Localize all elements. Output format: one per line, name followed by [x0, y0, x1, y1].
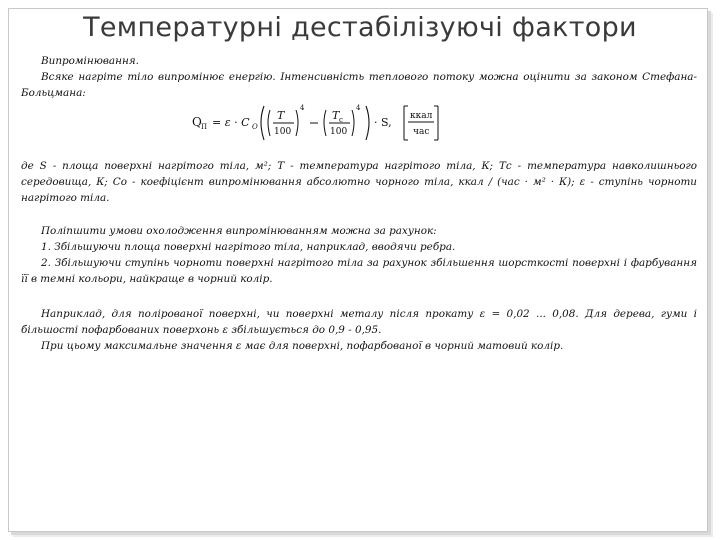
- formula-power-1: 4: [300, 104, 305, 112]
- formula-t2-num-sub: c: [339, 116, 343, 124]
- intro-paragraph: Всяке нагріте тіло випромінює енергію. Інтенсивність теплового потоку можна оцінити за законом Стефана-Больцмана:: [21, 71, 697, 99]
- formula-t2-num: T: [332, 109, 340, 122]
- example-line-2: При цьому максимальне значення ε має для поверхні, пофарбованої в чорний матовий колір.: [41, 340, 564, 352]
- formula-t1-num: T: [277, 109, 285, 122]
- radiation-section: [21, 53, 697, 101]
- formula-tail: · S,: [374, 116, 392, 129]
- slide-title: Температурні дестабілізуючі фактори: [83, 12, 637, 43]
- improve-item-2: 2. Збільшуючи ступінь чорноти поверхні нагрітого тіла за рахунок збільшення шорсткості поверхні і фарбування її в темні кольори, найкраще в чорний колір.: [21, 257, 697, 285]
- improve-intro: Поліпшити умови охолодження випромінюванням можна за рахунок:: [41, 225, 437, 237]
- formula-t2-den: 100: [330, 127, 348, 137]
- stefan-boltzmann-formula: [190, 98, 450, 148]
- formula-lhs-sub: П: [201, 123, 208, 131]
- definitions-paragraph: [21, 158, 697, 206]
- improve-item-1: 1. Збільшуючи площа поверхні нагрітого тіла, наприклад, вводячи ребра.: [41, 241, 456, 253]
- formula-lhs: Q: [192, 115, 202, 129]
- definitions-text: де S - площа поверхні нагрітого тіла, м²; Т - температура нагрітого тіла, К; Тс - температура навколишнього середовища, К; Со - коефіцієнт випромінювання абсолютно чорного тіла, ккал / (час · м² · К); ε - ступінь чорноти нагрітого тіла.: [21, 160, 697, 204]
- example-line-1: Наприклад, для полірованої поверхні, чи поверхні металу після прокату ε = 0,02 ... 0,08. Для дерева, гуми і більшості пофарбованих поверхонь ε збільшується до 0,9 - 0,95.: [21, 308, 697, 336]
- formula-c-sub: O: [252, 123, 258, 131]
- improvement-section: [21, 223, 697, 287]
- formula-t1-den: 100: [274, 127, 292, 137]
- formula-unit-den: час: [413, 127, 430, 137]
- formula-power-2: 4: [356, 104, 361, 112]
- example-section: [21, 306, 697, 354]
- formula-eq: = ε · C: [212, 116, 250, 129]
- section-heading: Випромінювання.: [41, 55, 139, 67]
- formula-unit-num: ккал: [410, 111, 433, 121]
